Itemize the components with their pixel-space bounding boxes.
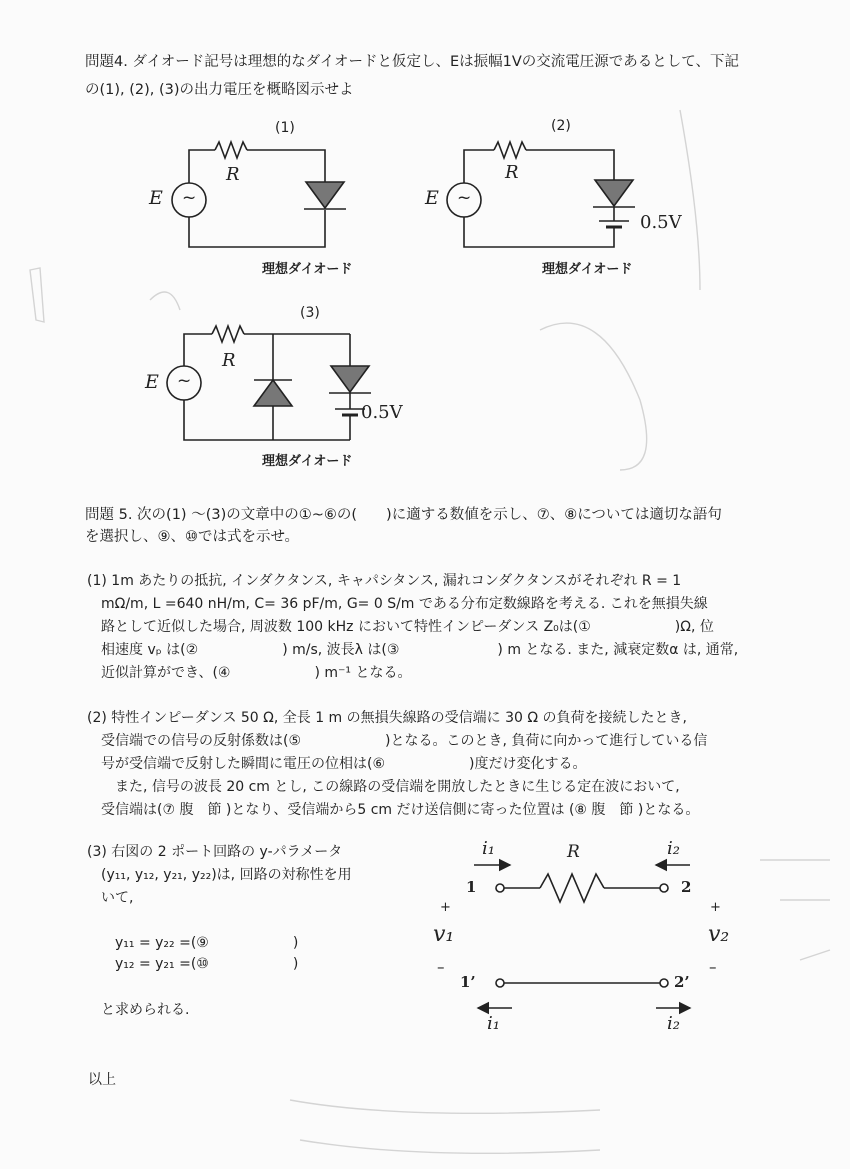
caption-ideal-diode: 理想ダイオード <box>262 454 353 469</box>
label-v1: v₁ <box>433 922 455 947</box>
equation-y12: y₁₂ = y₂₁ =(⑩ ) <box>115 956 299 972</box>
source-label: E <box>145 371 159 393</box>
terminal-1-prime <box>496 979 504 987</box>
resistor-label: R <box>505 162 519 183</box>
fig1-label: (1) <box>275 120 295 136</box>
terminal-1 <box>496 884 504 892</box>
label-node-2-prime: 2’ <box>674 973 690 991</box>
label-minus-1: – <box>437 958 445 976</box>
resistor-label: R <box>222 350 236 371</box>
q5-p2-line: また, 信号の波長 20 cm とし, この線路の受信端を開放したときに生じる定在波において, <box>115 779 680 795</box>
q5-p2-line: 号が受信端で反射した瞬間に電圧の位相は(⑥ )度だけ変化する。 <box>101 756 587 772</box>
fig3-label: (3) <box>300 305 320 321</box>
bias-label: 0.5V <box>361 402 403 423</box>
q5-p1-line: 近似計算ができ、(④ ) m⁻¹ となる。 <box>101 665 412 681</box>
q4-line-2: の(1), (2), (3)の出力電圧を概略図示せよ <box>85 82 354 98</box>
label-i2-return: i₂ <box>667 1013 680 1034</box>
equation-y11: y₁₁ = y₂₂ =(⑨ ) <box>115 935 299 951</box>
source-label: E <box>149 187 163 209</box>
q4-line-1: 問題4. ダイオード記号は理想的なダイオードと仮定し、Eは振幅1Vの交流電圧源であるとして、下記 <box>85 54 740 70</box>
fig2-label: (2) <box>551 118 571 134</box>
label-node-1-prime: 1’ <box>460 973 476 991</box>
q5-intro-1: 問題 5. 次の(1) 〜(3)の文章中の①~⑥の( )に適する数値を示し、⑦、⑧については適切な語句 <box>85 507 722 523</box>
source-label: E <box>425 187 439 209</box>
label-i2: i₂ <box>667 838 680 859</box>
q5-p1-line: mΩ/m, L =640 nH/m, C= 36 pF/m, G= 0 S/m である分布定数線路を考える. これを無損失線 <box>101 596 708 612</box>
q5-p1-line: 相速度 vₚ は(② ) m/s, 波長λ は(③ ) m となる. また, 減衰定数α は, 通常, <box>101 642 739 658</box>
tilde-symbol: ~ <box>457 188 472 208</box>
label-plus-1: + <box>440 900 451 915</box>
label-R: R <box>567 842 580 862</box>
terminal-2-prime <box>660 979 668 987</box>
caption-ideal-diode: 理想ダイオード <box>542 262 633 277</box>
tilde-symbol: ~ <box>182 188 197 208</box>
label-plus-2: + <box>710 900 721 915</box>
terminal-2 <box>660 884 668 892</box>
q5-p3-line: (3) 右図の 2 ポート回路の y-パラメータ <box>87 844 343 860</box>
q5-p2-line: 受信端での信号の反射係数は(⑤ )となる。このとき, 負荷に向かって進行している信 <box>101 733 708 749</box>
caption-ideal-diode: 理想ダイオード <box>262 262 353 277</box>
tilde-symbol: ~ <box>177 371 192 391</box>
q5-p3-line: (y₁₁, y₁₂, y₂₁, y₂₂)は, 回路の対称性を用 <box>101 867 352 883</box>
q5-p1-line: (1) 1m あたりの抵抗, インダクタンス, キャパシタンス, 漏れコンダクタンスがそれぞれ R = 1 <box>87 573 682 589</box>
label-node-2: 2 <box>681 878 692 896</box>
resistor-label: R <box>226 164 240 185</box>
label-i1: i₁ <box>482 838 495 859</box>
q5-p2-line: 受信端は(⑦ 腹 節 )となり、受信端から5 cm だけ送信側に寄った位置は (⑧ 腹 節 )となる。 <box>101 802 700 818</box>
label-v2: v₂ <box>708 922 730 947</box>
q5-p3-line: いて, <box>101 890 134 906</box>
label-minus-2: – <box>709 958 717 976</box>
q5-p1-line: 路として近似した場合, 周波数 100 kHz において特性インピーダンス Z₀は(① )Ω, 位 <box>101 619 714 635</box>
q5-p2-line: (2) 特性インピーダンス 50 Ω, 全長 1 m の無損失線路の受信端に 30 Ω の負荷を接続したとき, <box>87 710 687 726</box>
resistor-icon <box>540 874 604 902</box>
q5-intro-2: を選択し、⑨、⑩では式を示せ。 <box>85 529 300 545</box>
label-node-1: 1 <box>466 878 477 896</box>
closing-text: と求められる. <box>101 1002 190 1018</box>
label-i1-return: i₁ <box>487 1013 500 1034</box>
bias-label: 0.5V <box>640 212 682 233</box>
end-mark: 以上 <box>88 1072 116 1088</box>
